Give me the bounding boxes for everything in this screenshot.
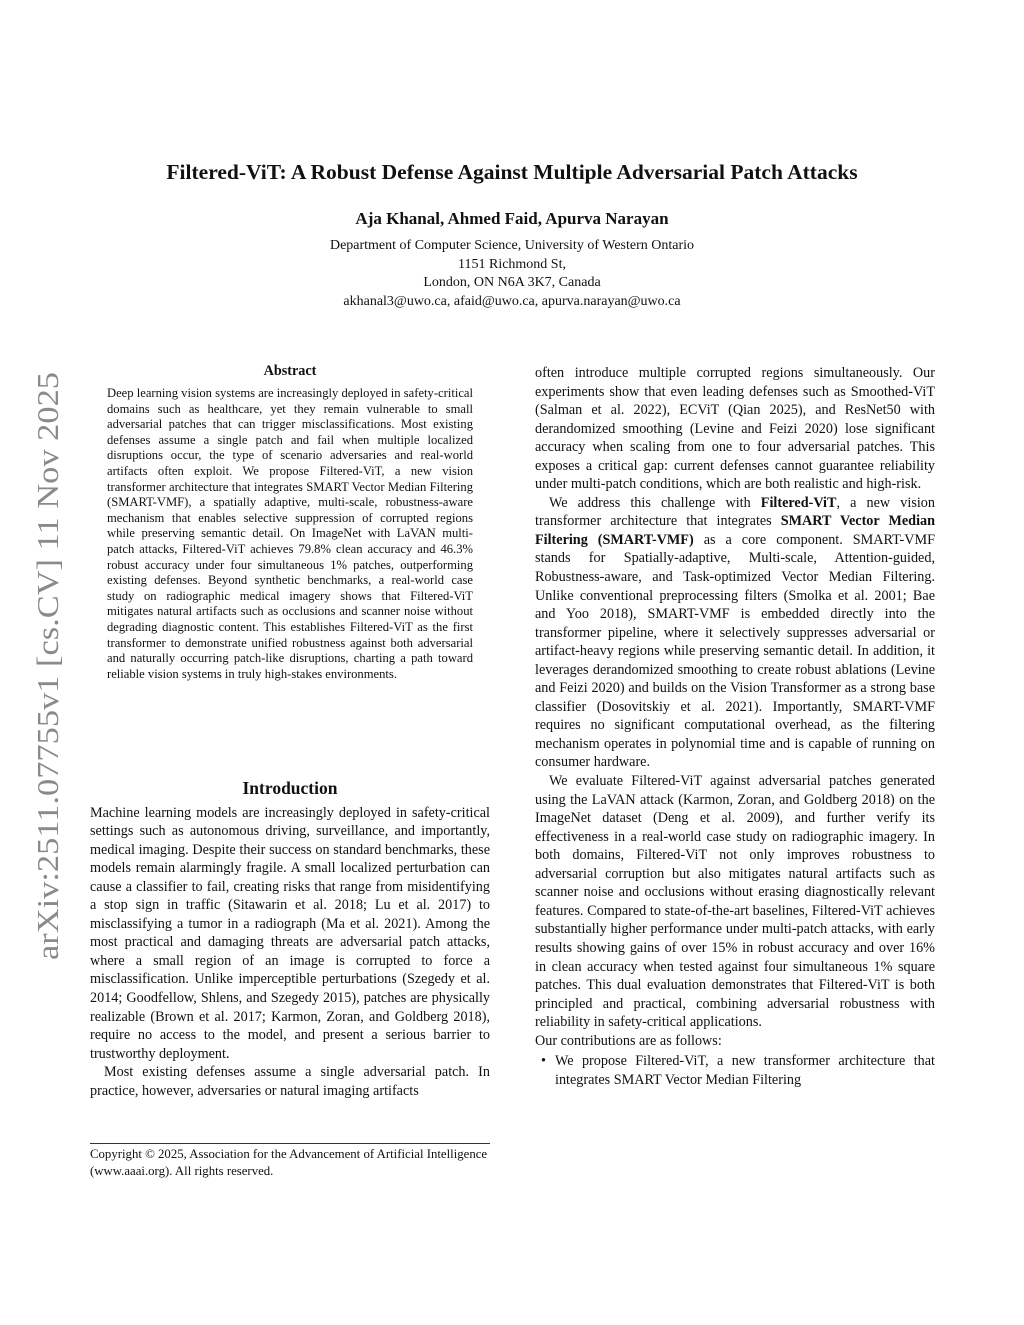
copyright-notice	[90, 1143, 490, 1179]
contribution-item	[535, 1052, 935, 1089]
p3-bold-smart-vmf: SMART Vector Median Filtering (SMART-VMF)	[535, 513, 935, 548]
intro-paragraph-2-continued: often introduce multiple corrupted regions simultaneously. Our experiments show that even leading defenses such as Smoothed-ViT (Salman et al. 2022), ECViT (Qian 2025), and ResNet50 with derandomized smoothing (Levine and Feizi 2020) lose significant accuracy when scaling from one to four adversarial patches. This exposes a critical gap: current defenses cannot guarantee reliability under multi-patch conditions, which are both realistic and high-risk.	[535, 365, 935, 493]
contributions-lead: Our contributions are as follows:	[535, 1032, 722, 1049]
intro-paragraph-3	[535, 494, 935, 772]
intro-paragraph-1: Machine learning models are increasingly deployed in safety-critical settings such as autonomous driving, surveillance, and importantly, medical imaging. Despite their success on standard benchmarks, these models remain alarmingly fragile. A small localized perturbation can cause a classifier to fail, creating risks that range from misidentifying a stop sign in traffic (Sitawarin et al. 2018; Lu et al. 2017) to misclassifying a tumor in a radiograph (Ma et al. 2021). Among the most practical and damaging threats are adversarial patch attacks, where a small region of an image is corrupted to force a misclassification. Unlike imperceptible perturbations (Szegedy et al. 2014; Goodfellow, Shlens, and Szegedy 2015), patches are physically realizable (Brown et al. 2017; Karmon, Zoran, and Goldberg 2018), require no access to the model, and present a serious barrier to trustworthy deployment.	[90, 804, 490, 1062]
abstract	[107, 363, 473, 682]
copyright-text: Copyright © 2025, Association for the Advancement of Artificial Intelligence (www.aaai.org). All rights reserved.	[90, 1147, 488, 1178]
affiliation-block	[0, 237, 1024, 311]
paper-authors: Aja Khanal, Ahmed Faid, Apurva Narayan	[355, 209, 669, 228]
intro-paragraph-2: Most existing defenses assume a single adversarial patch. In practice, however, adversaries or natural imaging artifacts	[90, 1064, 490, 1099]
introduction-heading: Introduction	[242, 778, 338, 798]
affiliation-street: 1151 Richmond St,	[458, 256, 566, 272]
p3-bold-filtered-vit: Filtered-ViT	[760, 494, 837, 511]
left-column	[90, 775, 490, 1100]
contributions-list	[535, 1052, 935, 1089]
contribution-1-text: We propose Filtered-ViT, a new transformer architecture that integrates SMART Vector Median Filtering	[555, 1053, 935, 1088]
arxiv-stamp	[10, 368, 80, 960]
bullet-icon: •	[541, 1053, 546, 1070]
abstract-body: Deep learning vision systems are increasingly deployed in safety-critical domains such as healthcare, yet they remain vulnerable to small adversarial patches that can trigger misclassifications. Most existing defenses assume a single patch and fail when multiple localized disruptions occur, the type of scenario adversaries and real-world artifacts often exploit. We propose Filtered-ViT, a new vision transformer architecture that integrates SMART Vector Median Filtering (SMART-VMF), a spatially adaptive, multi-scale, robustness-aware mechanism that enables selective suppression of corrupted regions while preserving semantic detail. On ImageNet with LaVAN multi-patch attacks, Filtered-ViT achieves 79.8% clean accuracy and 46.3% robust accuracy under four simultaneous 1% patches, outperforming existing defenses. Beyond synthetic benchmarks, a real-world case study on radiographic medical imagery shows that Filtered-ViT mitigates natural artifacts such as occlusions and scanner noise without degrading diagnostic content. This establishes Filtered-ViT as the first transformer to demonstrate unified robustness against both adversarial and naturally occurring patch-like disruptions, charting a path toward reliable vision systems in truly high-stakes environments.	[107, 386, 473, 681]
abstract-heading: Abstract	[263, 363, 317, 379]
p3-pre: We address this challenge with	[549, 494, 761, 511]
paper-title: Filtered-ViT: A Robust Defense Against Multiple Adversarial Patch Attacks	[166, 160, 858, 184]
p3-post: as a core component. SMART-VMF stands for Spatially-adaptive, Multi-scale, Attention-guided, Robustness-aware, and Task-optimized Vector Median Filtering. Unlike conventional preprocessing filters (Smolka et al. 2001; Bae and Yoo 2018), SMART-VMF is embedded directly into the transformer pipeline, where it selectively suppresses adversarial or artifact-heavy regions while preserving semantic detail. In addition, it leverages derandomized smoothing to create robust ablations (Levine and Feizi 2020) and builds on the Vision Transformer as a strong base classifier (Dosovitskiy et al. 2021). Importantly, SMART-VMF requires no significant computational overhead, as the filtering mechanism operates in polynomial time and is capable of running on consumer hardware.	[535, 531, 935, 771]
arxiv-id: arXiv:2511.07755v1 [cs.CV] 11 Nov 2025	[30, 430, 65, 960]
intro-paragraph-4: We evaluate Filtered-ViT against adversarial patches generated using the LaVAN attack (Karmon, Zoran, and Goldberg 2018) on the ImageNet dataset (Deng et al. 2009), and further verify its effectiveness in a real-world case study on radiographic imagery. In both domains, Filtered-ViT not only improves robustness to adversarial corruption but also mitigates natural artifacts such as scanner noise and occlusions without erasing diagnostically relevant features. Compared to state-of-the-art baselines, Filtered-ViT achieves substantially higher performance under multi-patch attacks, with early results showing gains of over 15% in robust accuracy and over 16% in clean accuracy when tested against four simultaneous 1% square patches. This dual evaluation demonstrates that Filtered-ViT is both principled and practical, combining adversarial robustness with reliability in safety-critical applications.	[535, 773, 935, 1031]
affiliation-emails: akhanal3@uwo.ca, afaid@uwo.ca, apurva.narayan@uwo.ca	[343, 293, 681, 309]
affiliation-dept: Department of Computer Science, University of Western Ontario	[329, 238, 695, 253]
right-column	[535, 364, 935, 1089]
affiliation-city: London, ON N6A 3K7, Canada	[423, 275, 601, 290]
p3-mid: , a new vision transformer architecture that integrates	[535, 494, 935, 530]
